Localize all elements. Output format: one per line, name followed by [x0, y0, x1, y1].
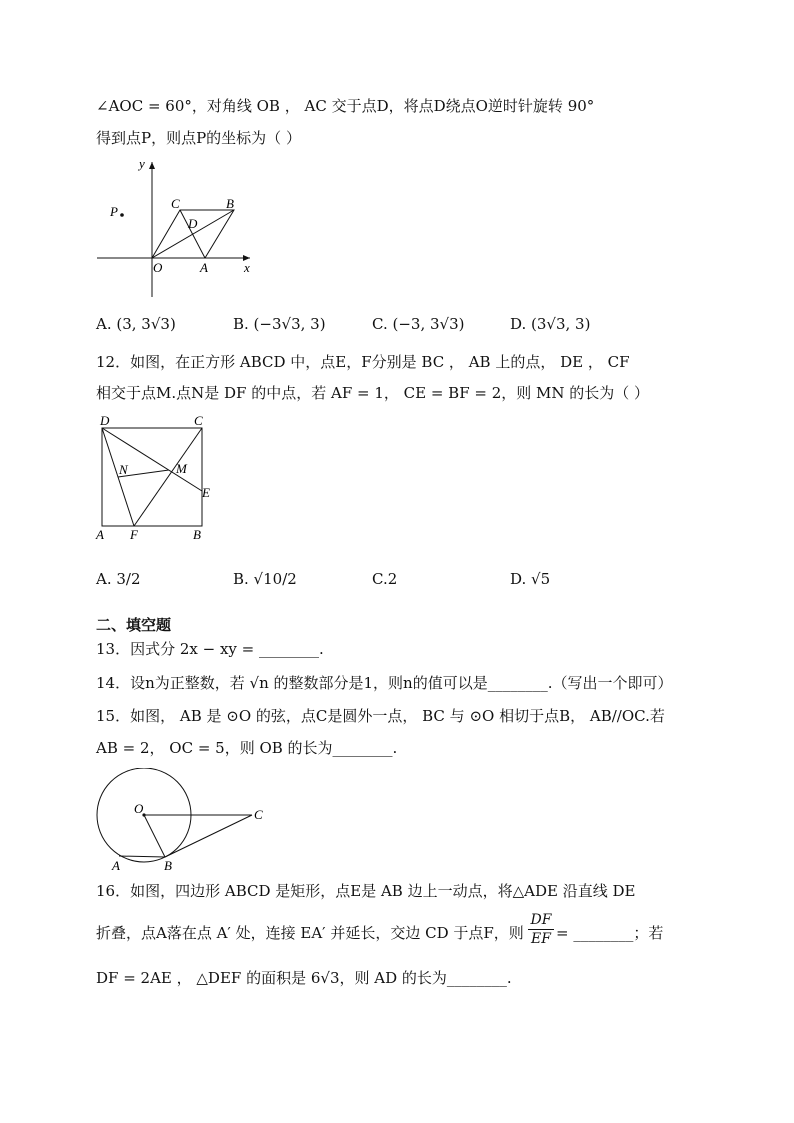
q11-line2: 得到点P，则点P的坐标为（ ）: [96, 129, 301, 147]
tangent-bc: [165, 815, 252, 857]
q11-option-b: B. (−3√3, 3): [233, 315, 326, 333]
label-o: O: [153, 260, 163, 275]
q13-text: 13．因式分 2x − xy = ________.: [96, 640, 324, 658]
segment-de: [102, 428, 202, 491]
label-b: B: [226, 196, 234, 211]
label-c: C: [171, 196, 180, 211]
q11-option-c: C. (−3, 3√3): [372, 315, 465, 333]
q14-text: 14．设n为正整数，若 √n 的整数部分是1，则n的值可以是________.（写出一个即可）: [96, 674, 673, 692]
label-f: F: [130, 527, 138, 542]
label-c: C: [194, 413, 203, 428]
q12-figure: [92, 410, 222, 545]
chord-ab: [119, 856, 165, 857]
q15-line1: 15．如图， AB 是 ⊙O 的弦，点C是圆外一点， BC 与 ⊙O 相切于点B， AB//OC.若: [96, 707, 665, 725]
point-p: [120, 213, 124, 217]
q16-frac-num: DF: [528, 911, 554, 930]
segment-cf: [134, 428, 202, 526]
y-axis-arrow: [149, 162, 155, 169]
q16-line1: 16．如图，四边形 ABCD 是矩形，点E是 AB 边上一动点，将△ADE 沿直线 DE: [96, 882, 636, 900]
label-a: A: [200, 260, 208, 275]
label-p: P: [110, 204, 118, 219]
label-d: D: [188, 216, 198, 231]
label-b: B: [164, 858, 172, 873]
radius-ob: [144, 815, 165, 857]
q11-line1: ∠AOC = 60°，对角线 OB ， AC 交于点D，将点D绕点O逆时针旋转 90°: [96, 97, 595, 115]
label-a: A: [96, 527, 104, 542]
q16-fraction: [528, 911, 554, 948]
label-b: B: [193, 527, 201, 542]
q11-option-a: A. (3, 3√3): [96, 315, 176, 333]
q16-line3: DF = 2AE ， △DEF 的面积是 6√3，则 AD 的长为________.: [96, 969, 512, 987]
q15-line2: AB = 2， OC = 5，则 OB 的长为________.: [96, 739, 398, 757]
label-o: O: [134, 801, 144, 816]
q15-figure: [92, 768, 282, 878]
q11-figure: [92, 152, 262, 304]
label-m: M: [176, 461, 187, 476]
q16-line2a: 折叠，点A落在点 A′ 处，连接 EA′ 并延长，交边 CD 于点F，则: [96, 924, 524, 942]
q11-option-d: D. (3√3, 3): [510, 315, 591, 333]
label-y: y: [139, 156, 145, 171]
q16-line2b: = ________；若: [556, 924, 664, 942]
label-c: C: [254, 807, 263, 822]
square-abcd: [102, 428, 202, 526]
label-x: x: [244, 260, 250, 275]
q16-frac-den: EF: [531, 931, 551, 947]
label-d: D: [100, 413, 110, 428]
q12-option-c: C.2: [372, 570, 398, 588]
q12-line2: 相交于点M.点N是 DF 的中点，若 AF = 1， CE = BF = 2，则 MN 的长为（ ）: [96, 384, 650, 402]
label-a: A: [112, 858, 120, 873]
q12-line1: 12．如图，在正方形 ABCD 中，点E，F分别是 BC ， AB 上的点， DE ， CF: [96, 353, 630, 371]
q12-option-a: A. 3/2: [96, 570, 141, 588]
section-title: 二、填空题: [96, 616, 172, 634]
q12-option-b: B. √10/2: [233, 570, 297, 588]
label-n: N: [119, 462, 128, 477]
q12-option-d: D. √5: [510, 570, 551, 588]
label-e: E: [202, 485, 210, 500]
